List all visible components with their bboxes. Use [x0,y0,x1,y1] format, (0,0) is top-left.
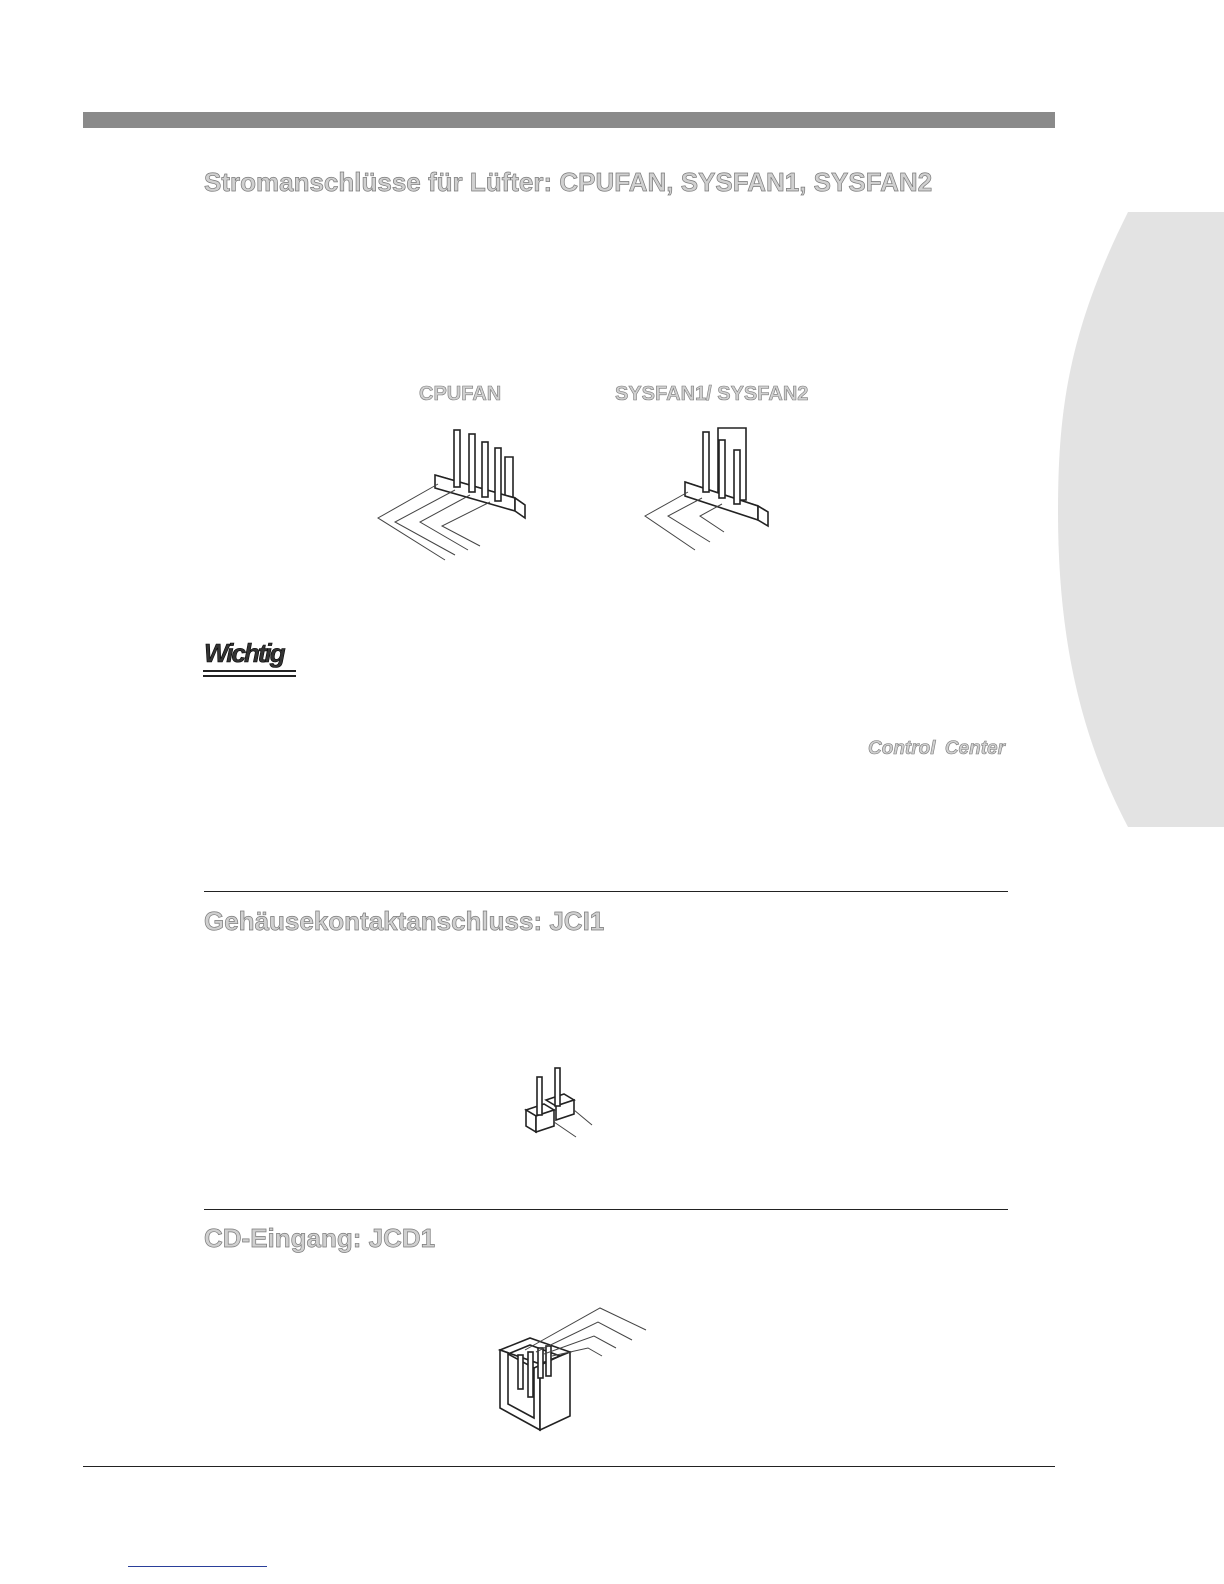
sysfan-connector-diagram [640,420,790,555]
footer-link-underline[interactable] [128,1566,267,1567]
jci1-connector-diagram [520,1062,600,1142]
sysfan-label: SYSFAN1/ SYSFAN2 [615,383,809,405]
section-divider-jcd [204,1209,1008,1210]
footer-divider [83,1466,1055,1467]
notice-underline-second [203,675,296,677]
section-heading-chassis-intrusion: Gehäusekontaktanschluss: JCI1 [204,906,605,936]
notice-underline [203,670,296,672]
cpufan-connector-diagram [370,420,540,570]
control-center-term: Control Center [868,738,1005,759]
section-divider-jci [204,891,1008,892]
section-heading-fan-connectors: Stromanschlüsse für Lüfter: CPUFAN, SYSFAN1, SYSFAN2 [204,167,933,197]
chapter-side-tab [1058,212,1224,827]
notice-title: Wichtig [204,638,284,668]
jcd1-connector-diagram [490,1300,660,1435]
section-heading-cd-input: CD-Eingang: JCD1 [204,1223,436,1253]
header-bar [83,112,1055,128]
cpufan-label: CPUFAN [419,383,502,405]
